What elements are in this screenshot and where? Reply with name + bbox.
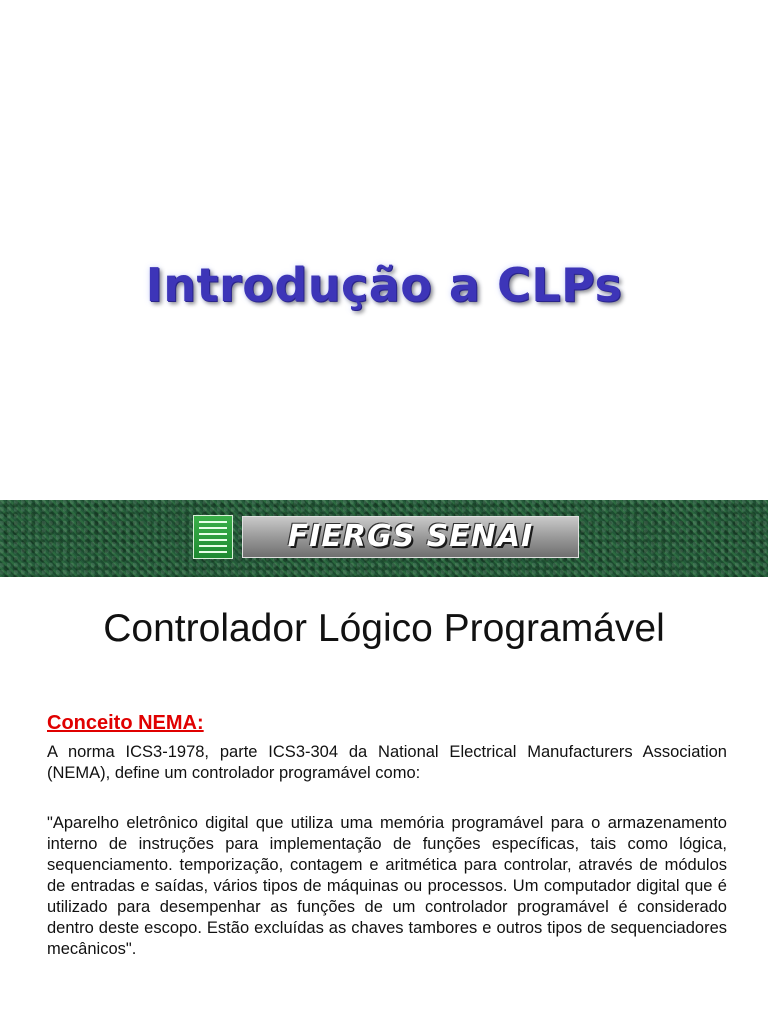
- fiergs-emblem-icon: [193, 515, 233, 559]
- paragraph-intro: A norma ICS3-1978, parte ICS3-304 da National Electrical Manufacturers Association (NEMA), define um controlador programável como:: [47, 743, 727, 782]
- page-title: Introdução a CLPs: [145, 258, 623, 312]
- fiergs-senai-logo: FIERGS SENAI: [242, 516, 579, 558]
- subtitle: Controlador Lógico Programável: [103, 607, 665, 650]
- section-heading: Conceito NEMA:: [47, 712, 204, 734]
- paragraph-definition: "Aparelho eletrônico digital que utiliza uma memória programável para o armazenamento interno de instruções para implementação de funções específicas, tais como lógica, sequenciamento. temporização, contagem e aritmética para controlar, através de módulos de entradas e saídas, vários tipos de máquinas ou processos. Um computador digital que é utilizado para desempenhar as funções de um controlador programável é considerado dentro deste escopo. Estão excluídas as chaves tambores e outros tipos de sequenciadores mecânicos".: [47, 814, 727, 958]
